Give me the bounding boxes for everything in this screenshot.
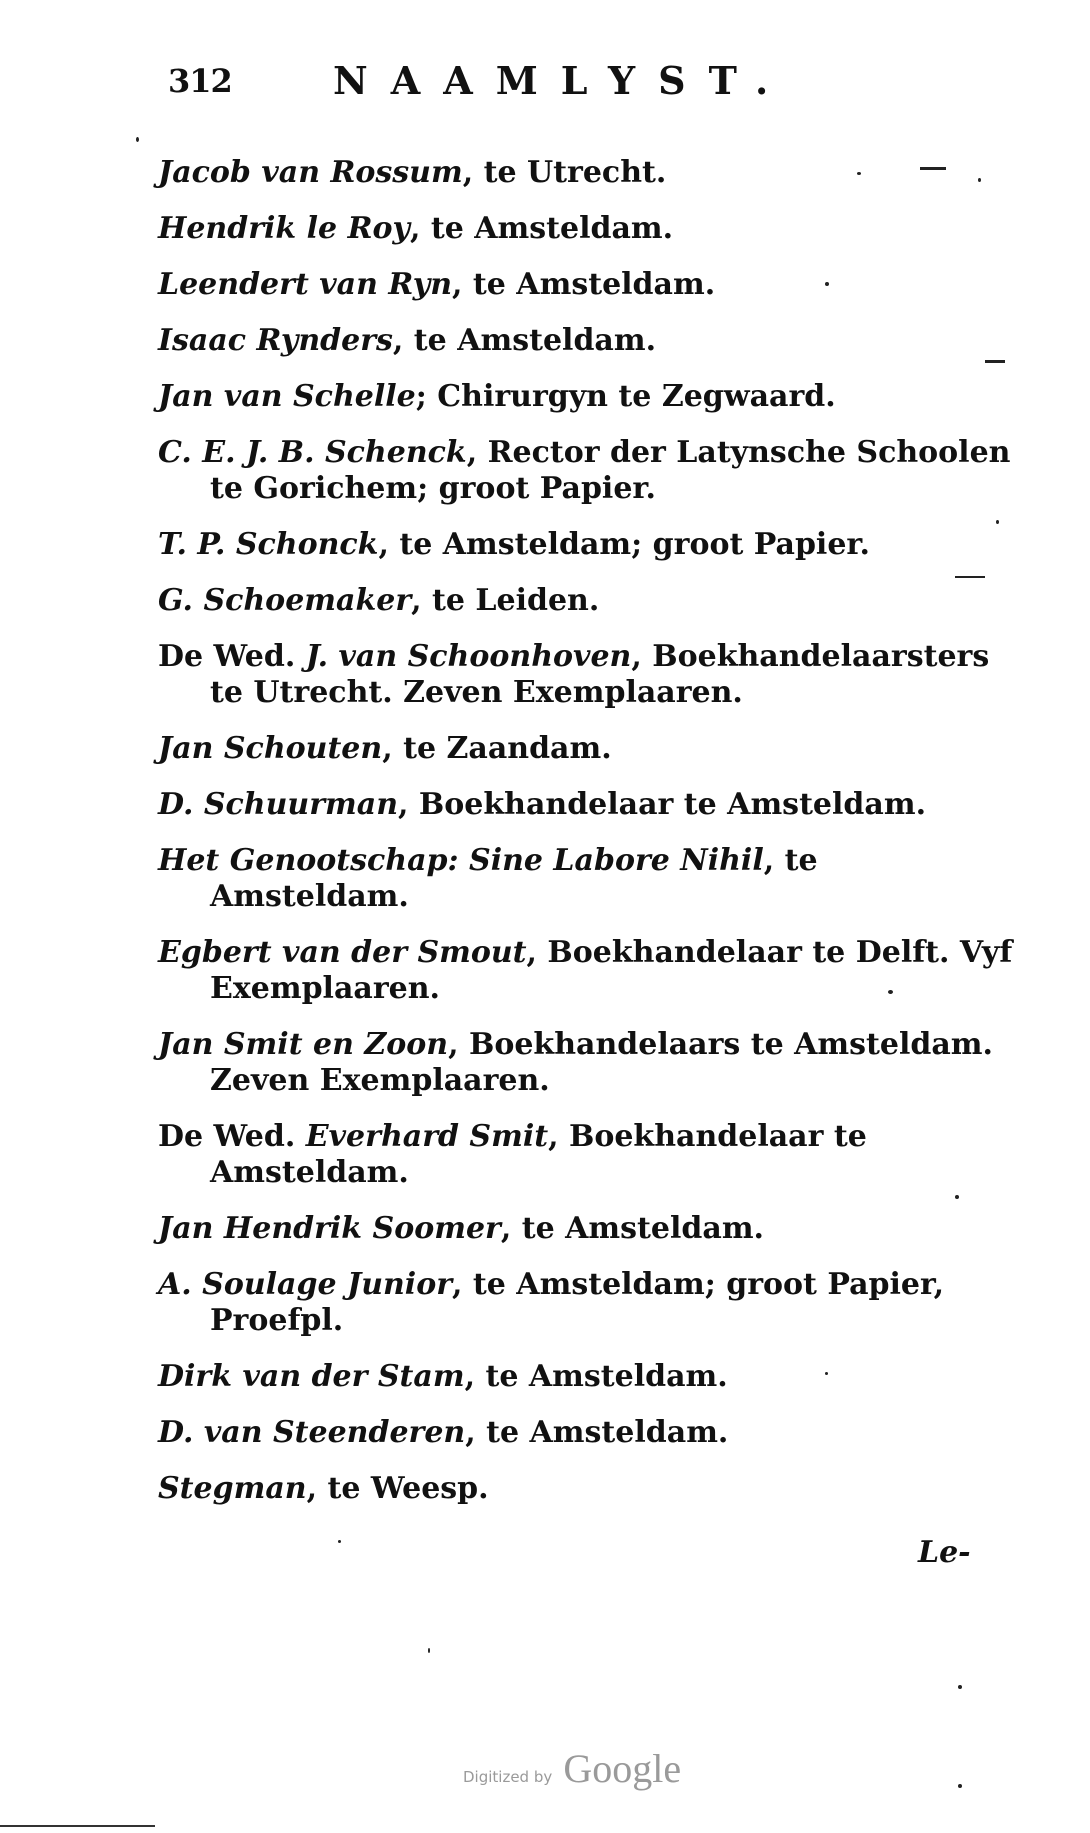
subscriber-detail: , te Zaandam.	[382, 731, 612, 766]
subscriber-detail: , Boekhandelaar te Amsteldam.	[210, 1119, 867, 1190]
subscriber-name: G. Schoemaker	[158, 583, 412, 618]
subscriber-detail: , te Amsteldam; groot Papier.	[378, 527, 870, 562]
subscriber-entry	[158, 639, 1018, 711]
subscriber-name: Jan Schouten	[158, 731, 383, 766]
subscriber-detail: , te Amsteldam.	[465, 1415, 729, 1450]
running-title: NAAMLYST.	[333, 58, 792, 103]
scan-speck	[825, 282, 829, 286]
subscriber-detail: , Boekhandelaars te Amsteldam. Zeven Exemplaaren.	[210, 1027, 993, 1098]
scan-speck	[955, 1195, 959, 1199]
subscriber-entry	[158, 379, 1018, 415]
scan-speck	[857, 172, 861, 175]
subscriber-detail: , Boekhandelaar te Delft. Vyf Exemplaaren.	[210, 935, 1013, 1006]
scan-speck	[428, 1648, 430, 1653]
scan-edge-line	[0, 1825, 155, 1827]
subscriber-name: D. Schuurman	[158, 787, 398, 822]
subscriber-name: Stegman	[158, 1471, 307, 1506]
subscriber-detail: , Boekhandelaar te Amsteldam.	[398, 787, 927, 822]
subscriber-detail: , te Amsteldam.	[500, 1211, 765, 1246]
entry-prefix: De Wed.	[158, 1119, 306, 1154]
subscriber-entry	[158, 935, 1018, 1007]
subscriber-detail: , Boekhandelaarsters te Utrecht. Zeven Exemplaaren.	[210, 639, 990, 710]
scan-speck	[978, 178, 981, 182]
subscriber-name: T. P. Schonck	[158, 527, 379, 562]
subscriber-name: Hendrik le Roy	[158, 211, 410, 246]
subscriber-detail: , te Amsteldam.	[392, 323, 657, 358]
subscriber-entry	[158, 323, 1018, 359]
subscriber-detail: , Rector der Latynsche Schoolen te Gorichem; groot Papier.	[210, 435, 1011, 506]
digitized-watermark	[463, 1745, 681, 1792]
page-header	[168, 58, 868, 108]
scan-speck	[955, 576, 985, 578]
google-logo: Google	[563, 1746, 682, 1791]
page-number: 312	[168, 62, 232, 100]
scan-speck	[996, 520, 999, 524]
subscriber-entry	[158, 1471, 1018, 1507]
scan-speck	[920, 167, 946, 170]
subscriber-name: Jan Smit en Zoon	[158, 1027, 449, 1062]
subscriber-name: J. van Schoonhoven	[305, 639, 632, 674]
subscriber-entry	[158, 1211, 1018, 1247]
scan-speck	[136, 137, 139, 142]
subscriber-entry	[158, 155, 1018, 191]
subscriber-entry	[158, 1027, 1018, 1099]
subscriber-name: Isaac Rynders	[158, 323, 393, 358]
subscriber-detail: , te Utrecht.	[462, 155, 667, 190]
subscriber-detail: , te Amsteldam.	[452, 267, 716, 302]
subscriber-entry	[158, 1415, 1018, 1451]
scan-speck	[338, 1540, 341, 1543]
subscriber-detail: , te Amsteldam.	[409, 211, 674, 246]
subscriber-detail: , te Amsteldam; groot Papier, Proefpl.	[210, 1267, 945, 1338]
scan-speck	[888, 990, 893, 994]
subscriber-entry	[158, 267, 1018, 303]
subscriber-entry	[158, 843, 1018, 915]
subscriber-entry	[158, 1119, 1018, 1191]
subscriber-entry	[158, 211, 1018, 247]
subscriber-name: C. E. J. B. Schenck	[158, 435, 467, 470]
scan-speck	[825, 1372, 828, 1375]
subscriber-name: Leendert van Ryn	[158, 267, 453, 302]
subscriber-name: Het Genootschap: Sine Labore Nihil	[158, 843, 764, 878]
subscriber-detail: ; Chirurgyn te Zegwaard.	[415, 379, 836, 414]
subscriber-name: Egbert van der Smout	[158, 935, 527, 970]
subscriber-name: Dirk van der Stam	[158, 1359, 465, 1394]
subscriber-entry	[158, 583, 1018, 619]
subscriber-entry	[158, 1359, 1018, 1395]
subscriber-detail: , te Amsteldam.	[464, 1359, 728, 1394]
scan-speck	[985, 360, 1005, 363]
subscriber-entry	[158, 787, 1018, 823]
entry-prefix: De Wed.	[158, 639, 306, 674]
subscriber-name: Jacob van Rossum	[158, 155, 463, 190]
subscriber-entry	[158, 731, 1018, 767]
subscriber-name: A. Soulage Junior	[158, 1267, 453, 1302]
subscriber-list	[158, 155, 1018, 1527]
subscriber-name: Jan Hendrik Soomer	[158, 1211, 501, 1246]
catchword: Le-	[918, 1535, 971, 1570]
subscriber-name: D. van Steenderen	[158, 1415, 466, 1450]
scan-speck	[958, 1784, 962, 1788]
scan-speck	[958, 1685, 962, 1689]
subscriber-entry	[158, 435, 1018, 507]
subscriber-name: Jan van Schelle	[158, 379, 416, 414]
subscriber-entry	[158, 1267, 1018, 1339]
watermark-text: Digitized by	[463, 1768, 553, 1786]
subscriber-name: Everhard Smit	[305, 1119, 549, 1154]
subscriber-detail: , te Leiden.	[411, 583, 600, 618]
subscriber-detail: , te Weesp.	[306, 1471, 489, 1506]
subscriber-detail: , te Amsteldam.	[210, 843, 818, 914]
subscriber-entry	[158, 527, 1018, 563]
